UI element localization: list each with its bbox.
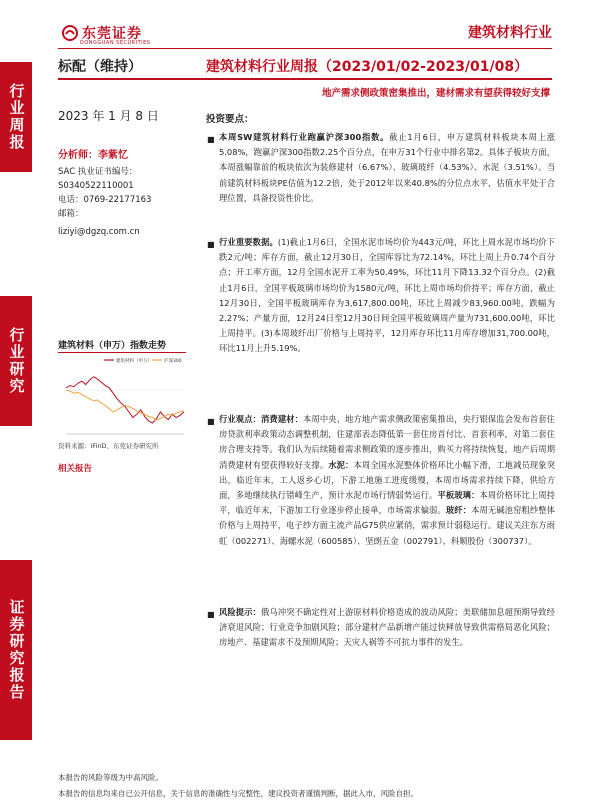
bullet-icon: ■ xyxy=(207,240,215,249)
cert-label: SAC 执业证书编号： xyxy=(58,167,138,177)
side-tab-securities-report: 证券研究报告 xyxy=(0,560,32,740)
report-date: 2023 年 1 月 8 日 xyxy=(58,109,159,123)
header-rule xyxy=(58,48,552,49)
rating: 标配（维持） xyxy=(58,59,142,75)
paragraph-lead: 风险提示： xyxy=(219,607,262,617)
cert-number: S0340522110001 xyxy=(58,181,134,191)
paragraph-text: 截止1月6日，申万建筑材料板块本周上涨5.08%，跑赢沪深300指数2.25个百分点，在申万31个行业中排名第2。具体子板块方面，本周涨幅靠前的板块依次为装修建材（6.67%）、玻璃玻纤（4.53%）、水泥（3.51%）。当前建筑材料板块PE估值为12.2倍，处于2012年以来40.8%的分位点水平，估值水平处于合理位置，具备投资性价比。 xyxy=(219,132,556,203)
analyst-name: 分析师：李紫忆 xyxy=(58,150,128,161)
paragraph-text: 本周中央、地方地产需求侧政策密集推出，央行银保监会发布首套住房贷款利率政策动态调整机制，住建部表态降低第一套住房首付比、首套利率，对第二套住房合理支持等。我们认为后续随着需求侧政策的逐步推出，购买力将持续恢复，地产后周期消费建材有望获得较好支撑。 xyxy=(219,414,555,470)
paragraph-performance xyxy=(219,130,555,206)
paragraph-lead-cement: 水泥： xyxy=(328,459,354,470)
bullet-icon: ■ xyxy=(207,417,215,426)
logo-icon xyxy=(62,25,78,41)
industry-label: 建筑材料行业 xyxy=(468,25,552,41)
side-tab-industry-weekly: 行业周报 xyxy=(0,62,32,172)
title-rule xyxy=(58,78,552,80)
legend-label-series-1: 建筑材料（申万） xyxy=(116,359,152,364)
paragraph-text: (1)截止1月6日，全国水泥市场均价为443元/吨，环比上周水泥市场均价下跌2元/吨；库存方面，截止12月30日，全国库容比为72.14%，环比上周上升0.74个百分点；开工率方面，12月全国水泥开工率为50.49%，环比11月下降13.32个百分点。(2)截止1月6日，全国平板玻璃市场均价为1580元/吨，环比上周市场均价持平；库存方面，截止12月30日，全国平板玻璃库存为3,617,800.00吨，环比上周减少83,960.00吨，跌幅为2.27%；产量方面，12月24日至12月30日间全国平板玻璃周产量为731,600.00吨，环比上周持平。(3)本周玻纤出厂价格与上周持平，12月库存环比11月库存增加31,700.00吨，环比11月上升5.19%。 xyxy=(219,237,555,354)
footer-disclaimer: 本报告的信息均来自已公开信息，关于信息的准确性与完整性，建议投资者谨慎判断，据此入市，风险自担。 xyxy=(58,789,418,798)
report-title: 建筑材料行业周报（2023/01/02-2023/01/08） xyxy=(206,59,529,75)
key-points-label: 投资要点： xyxy=(206,114,254,125)
email[interactable]: liziyi@dgzq.com.cn xyxy=(58,227,140,237)
paragraph-lead-glass: 平板玻璃： xyxy=(437,490,480,501)
logo-subtext: DONGGUAN SECURITIES xyxy=(80,40,151,46)
bullet-icon: ■ xyxy=(207,610,215,619)
paragraph-text: 本周价格环比上周持平，临近年末，下游加工行业逐步停止接单，市场需求偏弱。 xyxy=(219,490,555,516)
email-label: 邮箱： xyxy=(58,209,84,219)
paragraph-lead: 本周SW建筑材料行业跑赢沪深300指数。 xyxy=(219,132,390,142)
bullet-icon: ■ xyxy=(207,135,215,144)
logo-text: 东莞证券 xyxy=(82,26,142,42)
paragraph-lead-consumer: 消费建材： xyxy=(261,414,304,424)
paragraph-lead: 行业观点： xyxy=(219,414,262,424)
side-tab-industry-research: 行业研究 xyxy=(0,296,32,426)
footer-risk-level: 本报告的风险等级为中高风险。 xyxy=(58,773,163,782)
index-chart xyxy=(58,354,188,438)
chart-title: 建筑材料（申万）指数走势 xyxy=(58,341,167,351)
paragraph-risk xyxy=(219,605,555,651)
phone: 电话：0769-22177163 xyxy=(58,195,152,205)
paragraph-lead-fiberglass: 玻纤： xyxy=(445,505,472,516)
chart-rule xyxy=(58,352,186,353)
paragraph-industry-data xyxy=(219,235,555,357)
paragraph-text: 本周无碱池窑粗纱整体价格与上周持平，电子纱方面主流产品G75供应紧俏，需求预计弱稳运行。建议关注东方雨虹（002271）、海螺水泥（600585）、坚朗五金（002791）、科顺股份（300737）。 xyxy=(219,505,555,546)
chart-source: 资料来源：iFinD、东莞证券研究所 xyxy=(58,442,159,450)
paragraph-text: 本周全国水泥整体价格环比小幅下滑，工地减员现象突出，临近年末，工人返乡心切，下游工地施工进度缓慢，本周市场需求持续下降，供给方面，多地继续执行错峰生产，预计水泥市场行情弱势运行。 xyxy=(219,459,555,501)
paragraph-industry-view xyxy=(219,412,555,549)
paragraph-text: 俄乌冲突不确定性对上游原材料价格造成的波动风险；美联储加息超预期导致经济衰退风险；行业竞争加剧风险；部分建材产品新增产能过快释放导致供需格局恶化风险；房地产、基建需求不及预期风险；天灾人祸等不可抗力事件的发生。 xyxy=(219,607,555,648)
related-reports-label: 相关报告 xyxy=(58,464,93,474)
report-subtitle: 地产需求侧政策密集推出，建材需求有望获得较好支撑 xyxy=(321,88,550,99)
paragraph-lead: 行业重要数据。 xyxy=(219,237,278,247)
chart-background xyxy=(58,354,188,438)
legend-label-series-2: 沪深300 xyxy=(164,359,182,364)
